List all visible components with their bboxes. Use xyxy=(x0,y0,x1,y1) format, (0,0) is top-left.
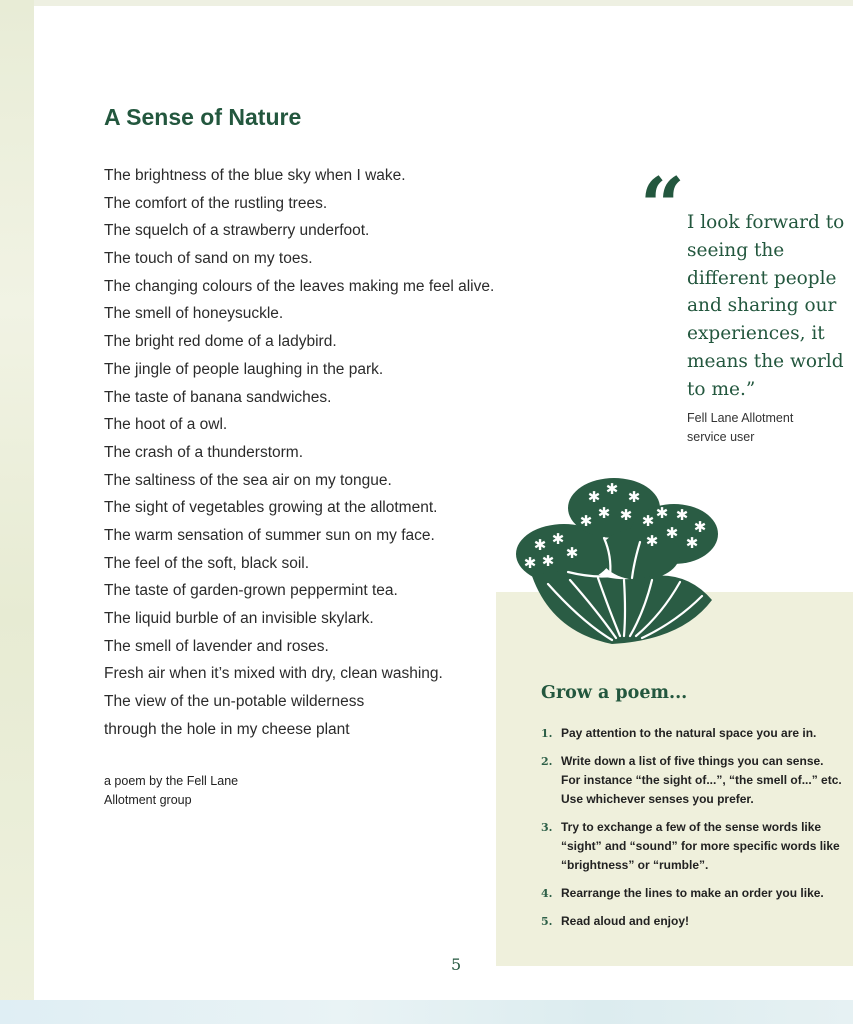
poem-line: The brightness of the blue sky when I wake. xyxy=(104,167,406,184)
step-number: 2. xyxy=(541,755,553,768)
instruction-step xyxy=(541,724,853,743)
poem-line: The feel of the soft, black soil. xyxy=(104,554,310,572)
poem-line: The comfort of the rustling trees. xyxy=(104,194,328,212)
instruction-step xyxy=(541,818,853,875)
poem-line: The hoot of a owl. xyxy=(104,416,228,434)
poem-line: The changing colours of the leaves making me feel alive. xyxy=(104,277,495,295)
svg-text:✱: ✱ xyxy=(619,506,633,524)
instruction-step xyxy=(541,752,853,809)
step-text: Read aloud and enjoy! xyxy=(561,914,690,928)
poem-line: The warm sensation of summer sun on my face. xyxy=(104,526,435,544)
svg-text:✱: ✱ xyxy=(693,518,707,536)
step-text: Pay attention to the natural space you are in. xyxy=(561,726,817,740)
instruction-step xyxy=(541,912,853,931)
poem-line: The view of the un-potable wilderness xyxy=(104,693,365,711)
poem-line: The squelch of a strawberry underfoot. xyxy=(104,222,370,240)
svg-text:✱: ✱ xyxy=(551,530,565,548)
poem-credit xyxy=(104,772,304,810)
page-number: 5 xyxy=(451,955,462,974)
svg-text:✱: ✱ xyxy=(533,536,547,554)
poem-line: The crash of a thunderstorm. xyxy=(104,443,304,461)
step-text: Try to exchange a few of the sense words like “sight” and “sound” for more specific words like “brightness” or “rumble”. xyxy=(561,820,840,872)
credit-line: a poem by the Fell Lane xyxy=(104,774,239,788)
pull-quote: I look forward to seeing the different people and sharing our experiences, it means the world to me.” xyxy=(687,212,845,400)
credit-line: Allotment group xyxy=(104,793,192,807)
svg-text:✱: ✱ xyxy=(641,512,655,530)
background-texture-bottom xyxy=(0,1000,853,1024)
svg-text:✱: ✱ xyxy=(587,488,601,506)
flowering-shrub-illustration xyxy=(512,472,724,650)
svg-text:✱: ✱ xyxy=(665,524,679,542)
svg-text:✱: ✱ xyxy=(597,504,611,522)
svg-text:✱: ✱ xyxy=(655,504,669,522)
svg-text:✱: ✱ xyxy=(685,534,699,552)
instructions-list xyxy=(541,724,853,940)
grow-a-poem-heading: Grow a poem... xyxy=(541,683,688,703)
svg-text:✱: ✱ xyxy=(675,506,689,524)
poem-line: The sight of vegetables growing at the allotment. xyxy=(104,499,438,517)
svg-text:✱: ✱ xyxy=(645,532,659,550)
quote-attribution xyxy=(687,409,837,447)
attribution-line: Fell Lane Allotment xyxy=(687,411,794,425)
page-title: A Sense of Nature xyxy=(104,104,302,130)
step-text: Rearrange the lines to make an order you like. xyxy=(561,886,824,900)
poem-line: through the hole in my cheese plant xyxy=(104,720,350,738)
step-number: 3. xyxy=(541,821,553,834)
poem-line: The liquid burble of an invisible skylark. xyxy=(104,610,374,627)
poem-line: The jingle of people laughing in the park. xyxy=(104,360,384,378)
instruction-step xyxy=(541,884,853,903)
attribution-line: service user xyxy=(687,430,755,444)
poem-line: Fresh air when it’s mixed with dry, clean washing. xyxy=(104,665,443,683)
svg-text:✱: ✱ xyxy=(523,554,537,572)
poem-line: The saltiness of the sea air on my tongue. xyxy=(104,471,392,489)
background-texture-left xyxy=(0,0,34,1024)
svg-text:✱: ✱ xyxy=(541,552,555,570)
poem-line: The touch of sand on my toes. xyxy=(104,250,313,268)
step-number: 1. xyxy=(541,727,553,740)
poem-line: The smell of lavender and roses. xyxy=(104,637,329,655)
step-text: Write down a list of five things you can sense. For instance “the sight of...”, “the smell of...” etc. Use whichever senses you prefer. xyxy=(561,754,842,806)
step-number: 4. xyxy=(541,887,553,900)
svg-text:✱: ✱ xyxy=(565,544,579,562)
poem-line: The taste of banana sandwiches. xyxy=(104,388,332,406)
svg-text:✱: ✱ xyxy=(605,480,619,498)
poem xyxy=(104,162,494,743)
poem-line: The taste of garden-grown peppermint tea. xyxy=(104,582,398,600)
poem-line: The bright red dome of a ladybird. xyxy=(104,333,337,351)
step-number: 5. xyxy=(541,915,553,928)
svg-text:✱: ✱ xyxy=(627,488,641,506)
poem-line: The smell of honeysuckle. xyxy=(104,305,284,323)
quote-mark-icon: “ xyxy=(640,161,685,252)
svg-text:✱: ✱ xyxy=(579,512,593,530)
